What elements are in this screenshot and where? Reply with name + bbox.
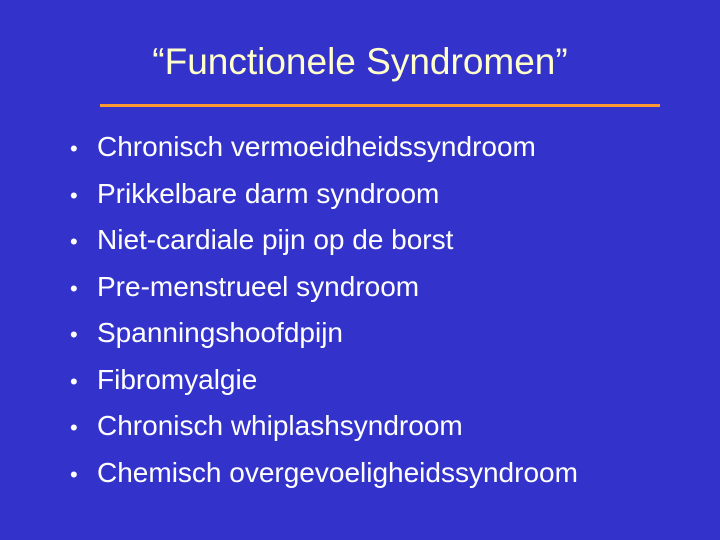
bullet-icon: •: [70, 275, 78, 301]
bullet-item: [70, 264, 578, 311]
bullet-icon: •: [70, 229, 78, 254]
bullet-item: [70, 217, 578, 264]
bullet-icon: •: [70, 136, 78, 161]
bullet-text: Chemisch overgevoeligheidssyndroom: [97, 456, 578, 488]
bullet-text: Chronisch whiplashsyndroom: [97, 410, 463, 441]
bullet-text: Fibromyalgie: [97, 363, 258, 395]
bullet-list: [70, 124, 578, 496]
bullet-item: [70, 124, 578, 171]
bullet-text: Niet-cardiale pijn op de borst: [97, 224, 454, 255]
bullet-icon: •: [70, 368, 78, 394]
bullet-text: Spanningshoofdpijn: [97, 317, 343, 348]
bullet-item: [70, 450, 578, 497]
bullet-text: Pre-menstrueel syndroom: [97, 270, 420, 302]
slide-title: “Functionele Syndromen”: [152, 41, 568, 82]
bullet-text: Chronisch vermoeidheidssyndroom: [97, 131, 536, 162]
bullet-item: [70, 310, 578, 357]
bullet-icon: •: [70, 322, 78, 347]
bullet-item: [70, 171, 578, 218]
bullet-icon: •: [70, 182, 78, 208]
title-divider: [100, 104, 660, 107]
bullet-text: Prikkelbare darm syndroom: [97, 177, 440, 209]
bullet-icon: •: [70, 461, 78, 487]
bullet-item: [70, 403, 578, 450]
bullet-icon: •: [70, 415, 78, 440]
bullet-item: [70, 357, 578, 404]
